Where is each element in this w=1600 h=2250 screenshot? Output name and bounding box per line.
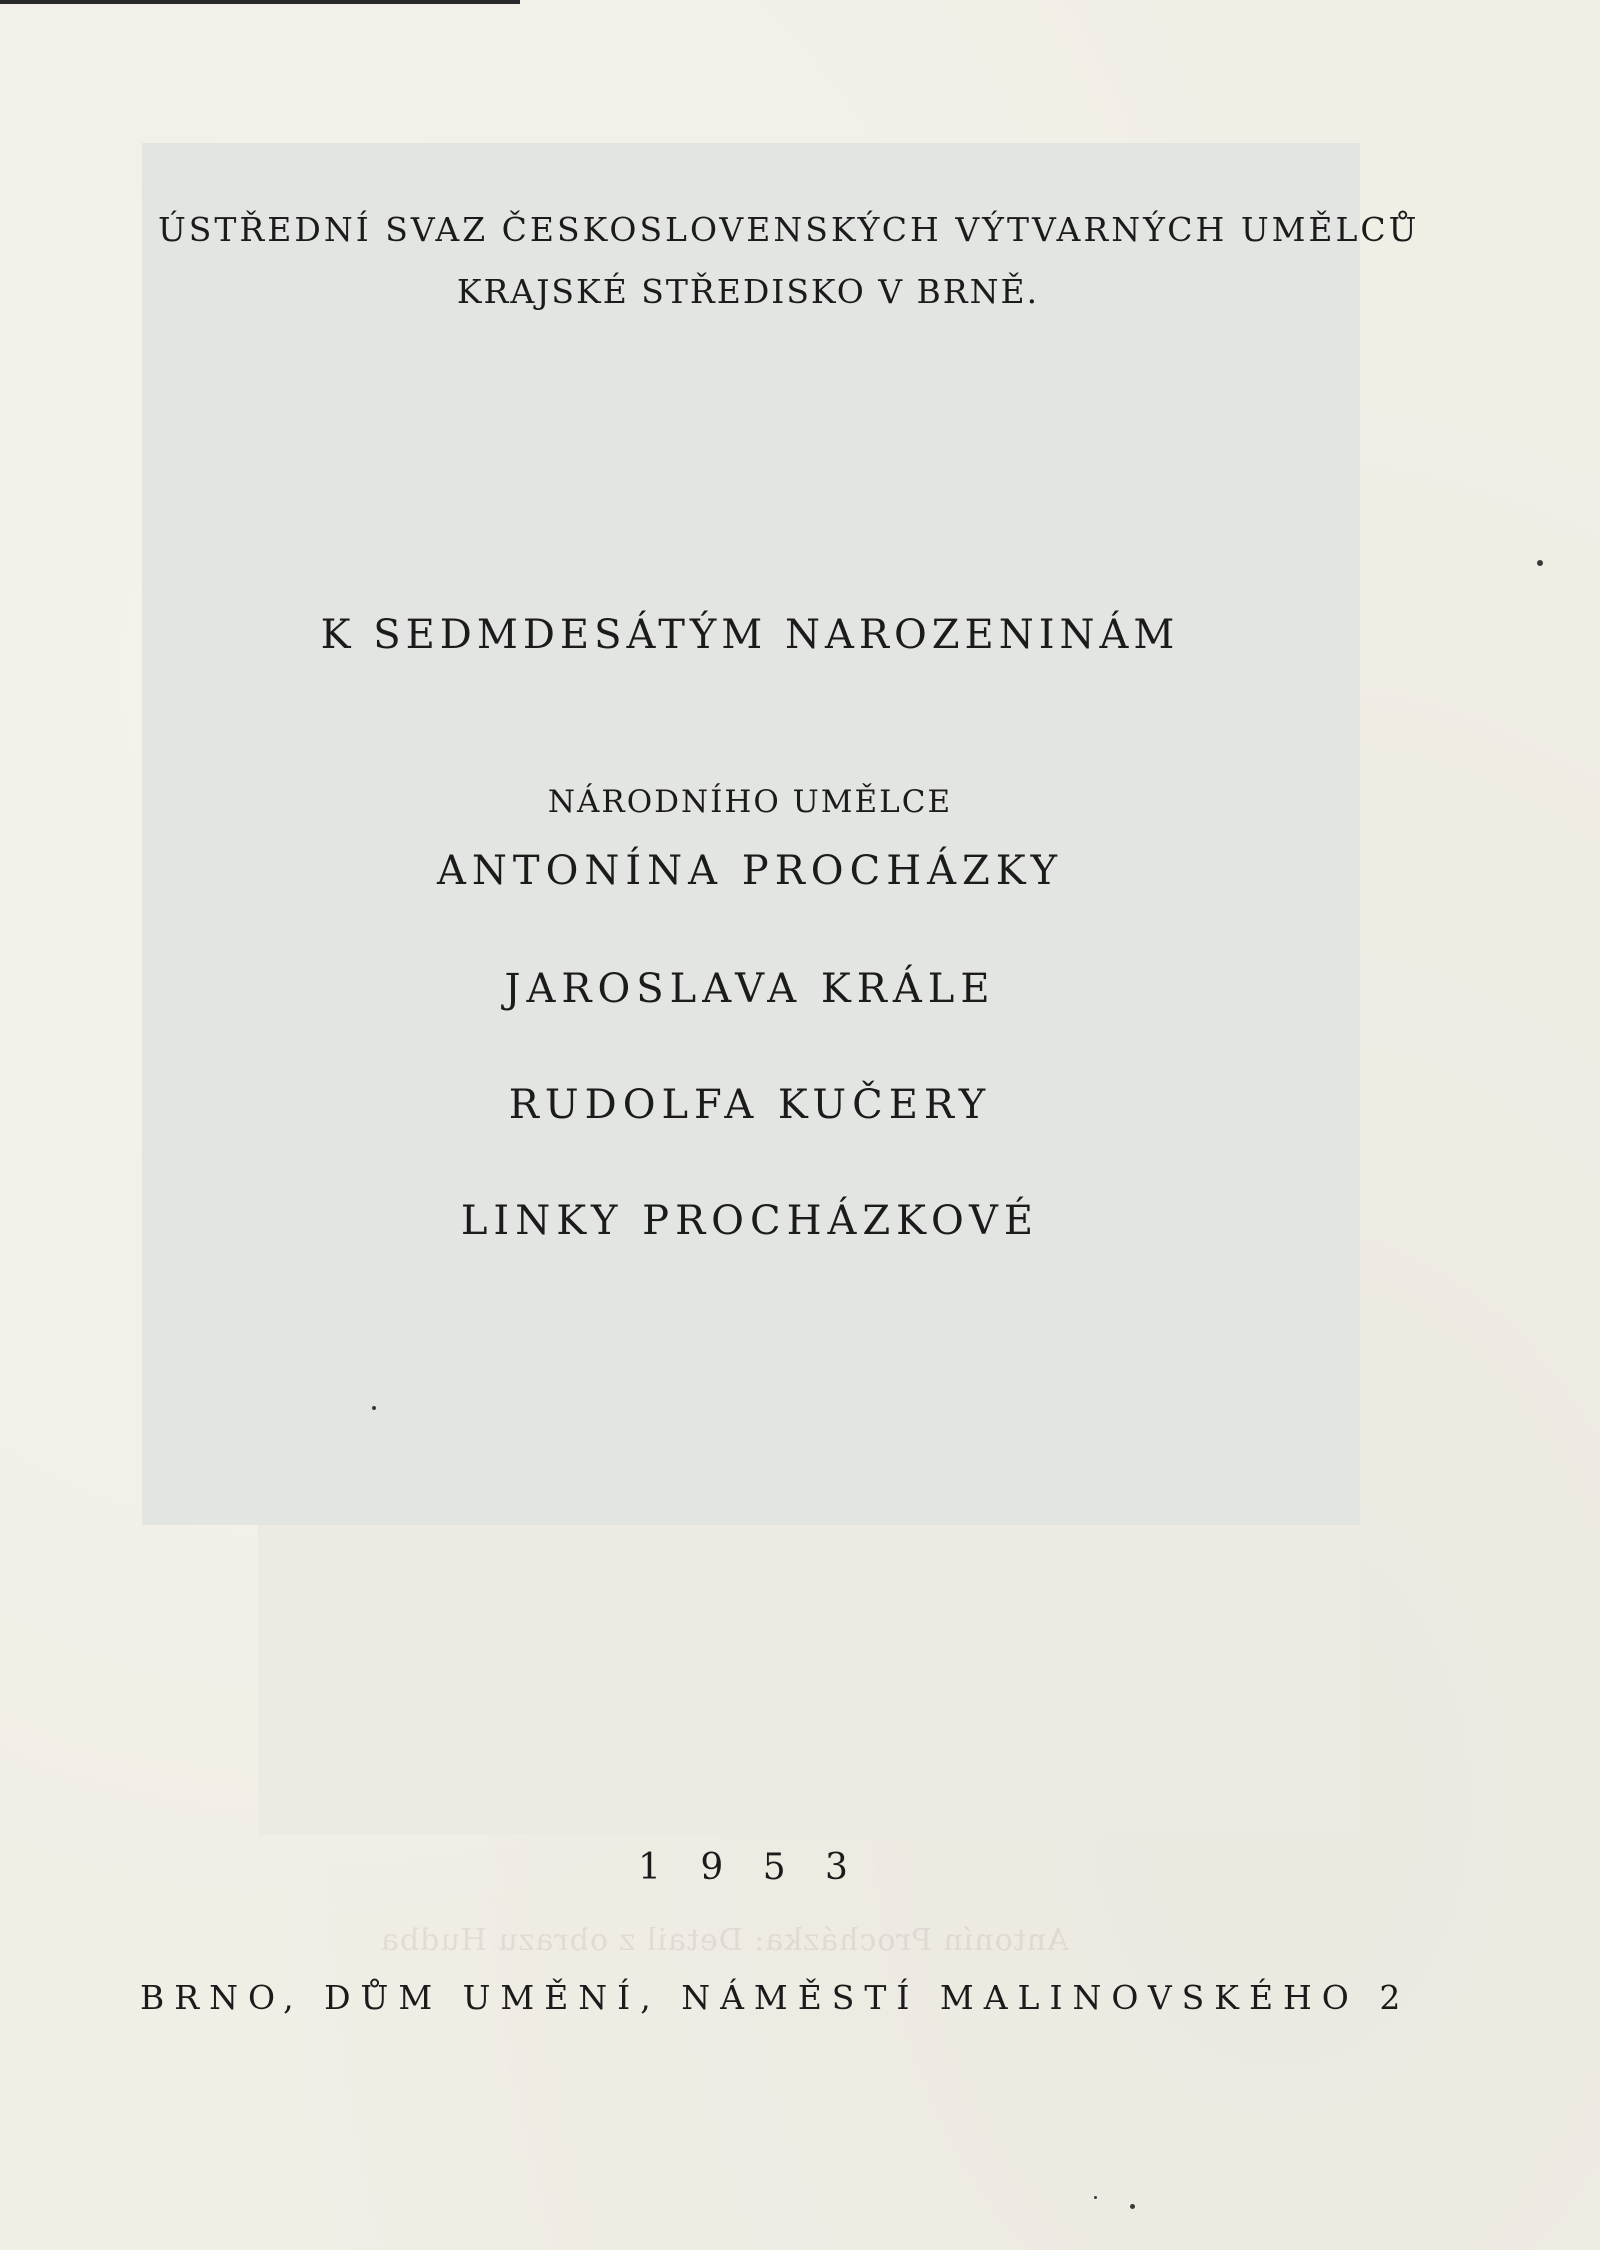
publisher-address: BRNO, DŮM UMĚNÍ, NÁMĚSTÍ MALINOVSKÉHO 2 [140,1978,1411,2017]
scan-top-edge [0,0,520,4]
header-line-2: KRAJSKÉ STŘEDISKO V BRNĚ. [456,272,1040,311]
honoree-name-3: RUDOLFA KUČERY [508,1082,992,1128]
paper-speck [1130,2204,1135,2209]
dedication-subtitle: NÁRODNÍHO UMĚLCE [547,784,953,820]
paper-speck [1094,2196,1097,2199]
paper-speck [1537,560,1543,566]
publication-year: 1 9 5 3 [638,1847,862,1888]
honoree-name-2: JAROSLAVA KRÁLE [504,966,996,1012]
paper-speck [372,1406,376,1410]
dedication-title: K SEDMDESÁTÝM NAROZENINÁM [320,612,1180,658]
honoree-name-1: ANTONÍNA PROCHÁZKY [437,848,1063,894]
ghost-print-block [258,1525,1360,1835]
bleed-through-text: Antonín Procházka: Detail z obrazu Hudba [380,1923,1069,1958]
header-line-1: ÚSTŘEDNÍ SVAZ ČESKOSLOVENSKÝCH VÝTVARNÝCH UMĚLCŮ [158,210,1420,249]
gray-print-block [142,143,1420,1525]
honoree-name-4: LINKY PROCHÁZKOVÉ [460,1198,1040,1244]
